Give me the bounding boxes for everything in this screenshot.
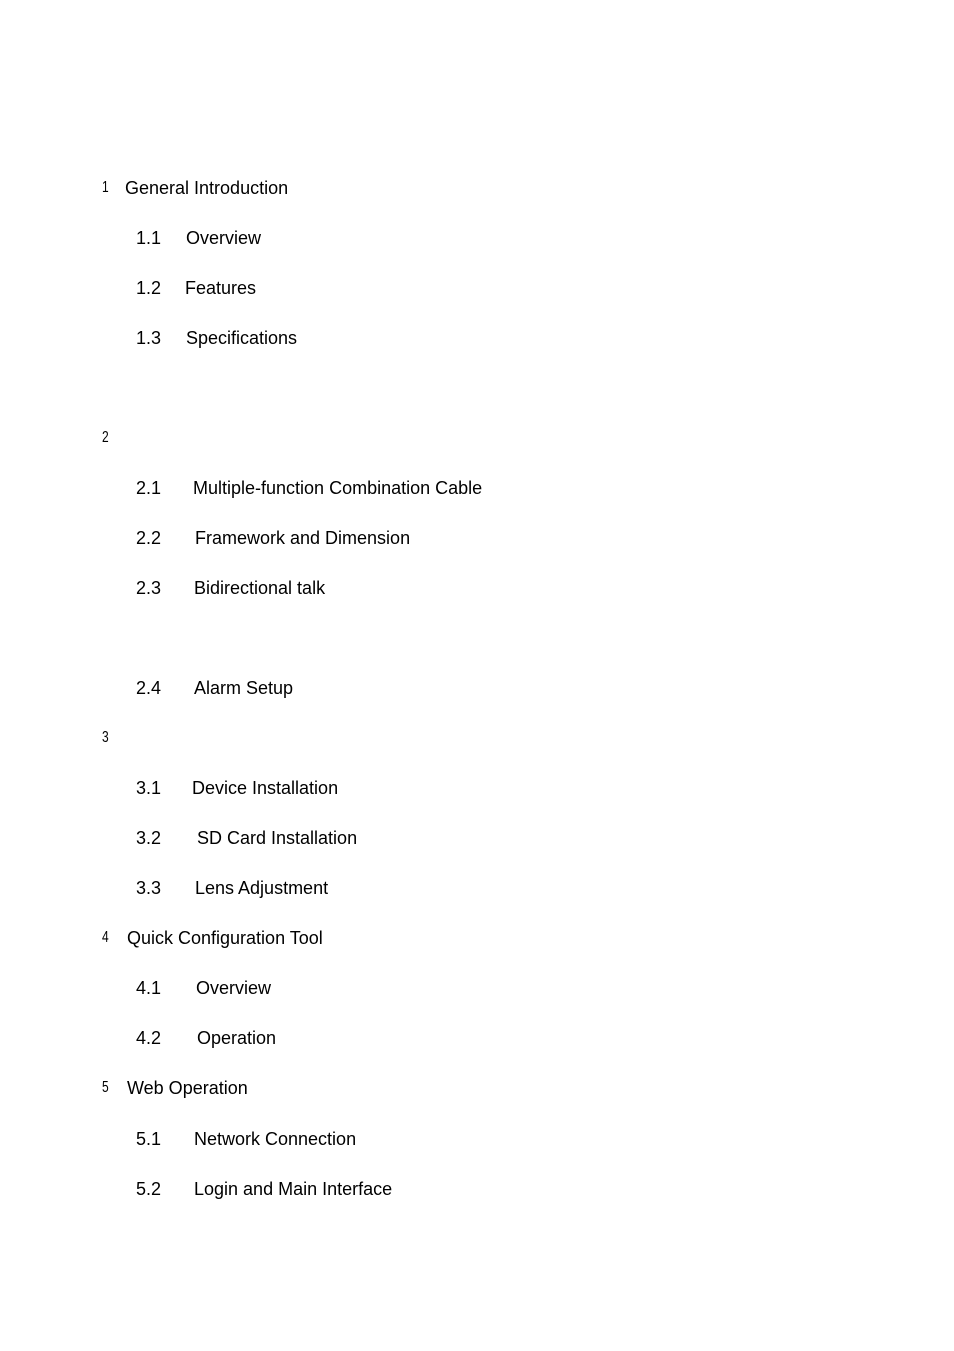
chapter-title: Web Operation <box>127 1078 248 1098</box>
section-title: Overview <box>186 228 262 248</box>
section-number: 1.1 <box>136 228 162 248</box>
section-title: Bidirectional talk <box>194 578 326 598</box>
section-number: 1.2 <box>136 278 162 298</box>
section-title: Overview <box>196 978 272 998</box>
chapter-number: 4 <box>102 929 109 946</box>
section-title: Multiple-function Combination Cable <box>193 478 483 498</box>
section-title: Network Connection <box>194 1129 357 1149</box>
chapter-number: 1 <box>102 179 109 196</box>
section-title: Framework and Dimension <box>195 528 411 548</box>
section-title: Alarm Setup <box>194 678 294 698</box>
section-number: 2.3 <box>136 578 162 598</box>
section-number: 2.1 <box>136 478 162 498</box>
section-title: Login and Main Interface <box>194 1179 393 1199</box>
section-title: Operation <box>197 1028 277 1048</box>
section-number: 3.3 <box>136 878 162 898</box>
section-number: 3.2 <box>136 828 162 848</box>
section-number: 1.3 <box>136 328 162 348</box>
section-number: 3.1 <box>136 778 162 798</box>
section-number: 4.1 <box>136 978 162 998</box>
section-number: 5.2 <box>136 1179 162 1199</box>
section-number: 5.1 <box>136 1129 162 1149</box>
section-title: Device Installation <box>192 778 339 798</box>
section-number: 2.4 <box>136 678 162 698</box>
chapter-title: Quick Configuration Tool <box>127 928 323 948</box>
chapter-number: 2 <box>102 429 109 446</box>
section-title: SD Card Installation <box>197 828 358 848</box>
section-title: Specifications <box>186 328 298 348</box>
section-title: Features <box>185 278 257 298</box>
chapter-number: 3 <box>102 729 109 746</box>
chapter-title: General Introduction <box>125 178 289 198</box>
section-number: 4.2 <box>136 1028 162 1048</box>
section-number: 2.2 <box>136 528 162 548</box>
chapter-number: 5 <box>102 1079 109 1096</box>
section-title: Lens Adjustment <box>195 878 329 898</box>
